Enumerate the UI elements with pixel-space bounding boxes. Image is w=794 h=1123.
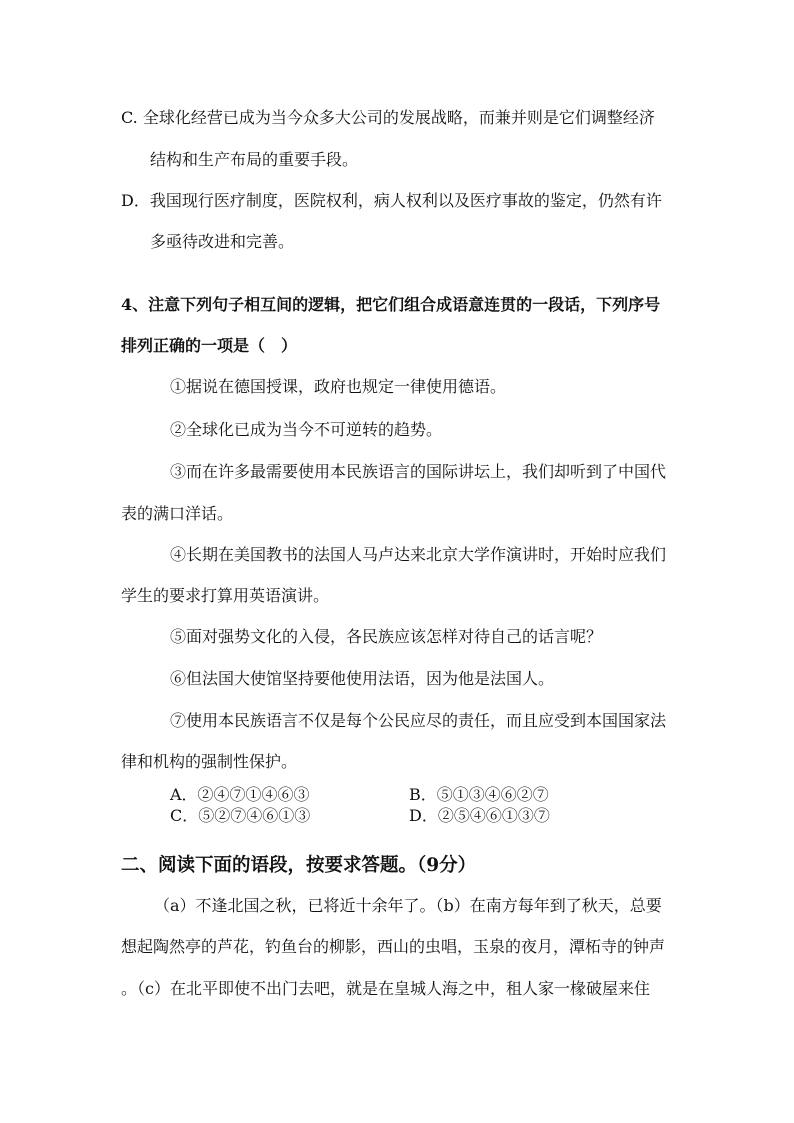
q3-option-c-line2: 结构和生产布局的重要手段。 bbox=[150, 150, 359, 169]
section2-paragraph-line3: 。（c）在北平即使不出门去吧，就是在皇城人海之中，租人家一椽破屋来住 bbox=[121, 979, 650, 998]
q4-sentence-4-line1: ④长期在美国教书的法国人马卢达来北京大学作演讲时，开始时应我们 bbox=[170, 545, 667, 564]
section2-paragraph-line1: （a）不逢北国之秋，已将近十余年了。（b）在南方每年到了秋天，总要 bbox=[154, 896, 662, 915]
q4-option-b: B．⑤①③④⑥②⑦ bbox=[409, 785, 549, 804]
q4-sentence-3-line1: ③而在许多最需要使用本民族语言的国际讲坛上，我们却听到了中国代 bbox=[170, 462, 667, 481]
q3-option-d-line1: D．我国现行医疗制度，医院权利，病人权利以及医疗事故的鉴定，仍然有许 bbox=[121, 191, 662, 210]
q3-option-c-line1: C. 全球化经营已成为当今众多大公司的发展战略，而兼并则是它们调整经济 bbox=[121, 108, 655, 127]
q4-sentence-2: ②全球化已成为当今不可逆转的趋势。 bbox=[170, 420, 443, 439]
q3-option-d-line2: 多亟待改进和完善。 bbox=[150, 232, 295, 251]
section2-paragraph-line2: 想起陶然亭的芦花，钓鱼台的柳影，西山的虫唱，玉泉的夜月，潭柘寺的钟声 bbox=[121, 937, 666, 956]
q4-sentence-4-line2: 学生的要求打算用英语演讲。 bbox=[121, 586, 330, 605]
q4-option-c: C．⑤②⑦④⑥①③ bbox=[170, 806, 311, 825]
section2-heading: 二、阅读下面的语段，按要求答题。（9分） bbox=[121, 855, 477, 876]
q4-prompt-line1: 4、注意下列句子相互间的逻辑，把它们组合成语意连贯的一段话，下列序号 bbox=[121, 295, 661, 314]
q4-option-a: A．②④⑦①④⑥③ bbox=[170, 785, 310, 804]
q4-sentence-7-line2: 律和机构的强制性保护。 bbox=[121, 752, 298, 771]
q4-prompt-line2: 排列正确的一项是（ ） bbox=[121, 336, 298, 355]
q4-sentence-7-line1: ⑦使用本民族语言不仅是每个公民应尽的责任，而且应受到本国国家法 bbox=[170, 711, 667, 730]
q4-sentence-3-line2: 表的满口洋话。 bbox=[121, 504, 234, 523]
q4-sentence-5: ⑤面对强势文化的入侵，各民族应该怎样对待自己的话言呢？ bbox=[170, 627, 603, 646]
q4-option-d: D．②⑤④⑥①③⑦ bbox=[409, 806, 550, 825]
q4-sentence-1: ①据说在德国授课，政府也规定一律使用德语。 bbox=[170, 377, 507, 396]
q4-sentence-6: ⑥但法国大使馆坚持要他使用法语，因为他是法国人。 bbox=[170, 669, 555, 688]
